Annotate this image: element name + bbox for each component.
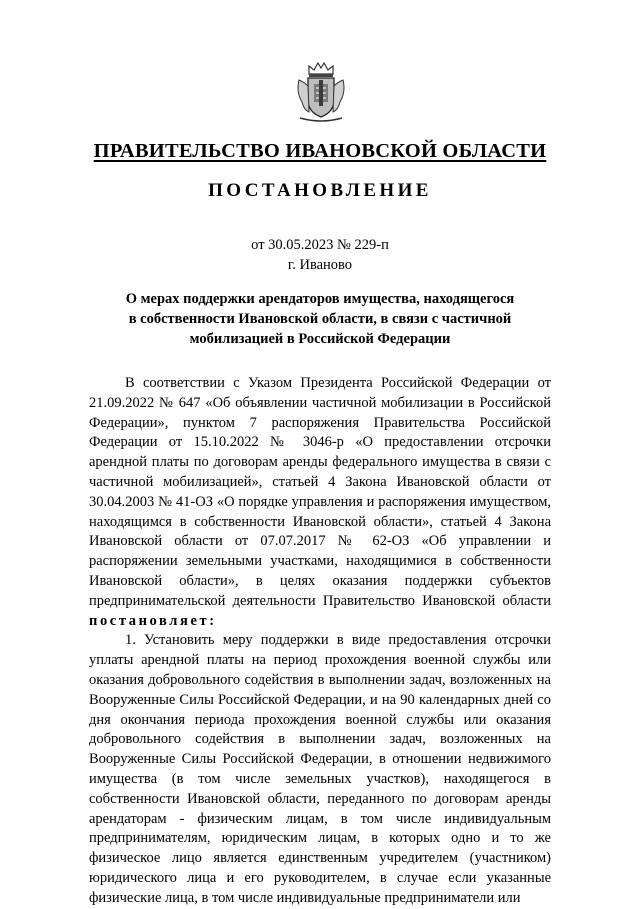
subject-line: в собственности Ивановской области, в связи с частичной <box>128 311 512 327</box>
document-subject <box>90 289 550 349</box>
resolve-word: постановляет <box>89 612 210 629</box>
document-date-number: от 30.05.2023 № 229-п <box>251 237 389 253</box>
preamble-text: В соответствии с Указом Президента Российской Федерации от 21.09.2022 № 647 «Об объявлении частичной мобилизации в Российской Федерации», пунктом 7 распоряжения Правительства Российской Федерации от 15.10.2022 № 3046-р «О предоставлении отсрочки арендной платы по договорам аренды федерального имущества в связи с частичной мобилизацией», статьей 4 Закона Ивановской области от 30.04.2003 № 41-ОЗ «О порядке управления и распоряжения имуществом, находящимся в собственности Ивановской области», статьей 4 Закона Ивановской области от 07.07.2017 № 62-ОЗ «Об управлении и распоряжении земельными участками, находящимися в собственности Ивановской области», в целях оказания поддержки субъектов предпринимательской деятельности Правительство Ивановской области <box>89 375 551 609</box>
preamble-paragraph <box>89 374 551 631</box>
coat-of-arms-icon <box>296 62 346 124</box>
document-type: ПОСТАНОВЛЕНИЕ <box>208 180 432 201</box>
resolve-colon: : <box>209 612 215 629</box>
item-1-paragraph: 1. Установить меру поддержки в виде предоставления отсрочки уплаты арендной платы на период прохождения военной службы или оказания добровольного содействия в выполнении задач, возложенных на Вооруженные Силы Российской Федерации, и на 90 календарных дней со дня окончания периода прохождения военной службы или оказания добровольного содействия в выполнении задач, возложенных на Вооруженные Силы Российской Федерации, в отношении недвижимого имущества (в том числе земельных участков), находящегося в собственности Ивановской области, переданного по договорам аренды арендаторам - физическим лицам, в том числе индивидуальным предпринимателям, юридическим лицам, в которых одно и то же физическое лицо является единственным учредителем (участником) юридического лица и его руководителем, в случае если указанные физические лица, в том числе индивидуальные предприниматели или <box>89 632 551 906</box>
subject-line: О мерах поддержки арендаторов имущества, находящегося <box>125 291 515 307</box>
government-title: ПРАВИТЕЛЬСТВО ИВАНОВСКОЙ ОБЛАСТИ <box>93 140 547 162</box>
subject-line: мобилизацией в Российской Федерации <box>189 331 451 347</box>
document-city: г. Иваново <box>287 257 353 273</box>
document-body <box>89 374 551 909</box>
